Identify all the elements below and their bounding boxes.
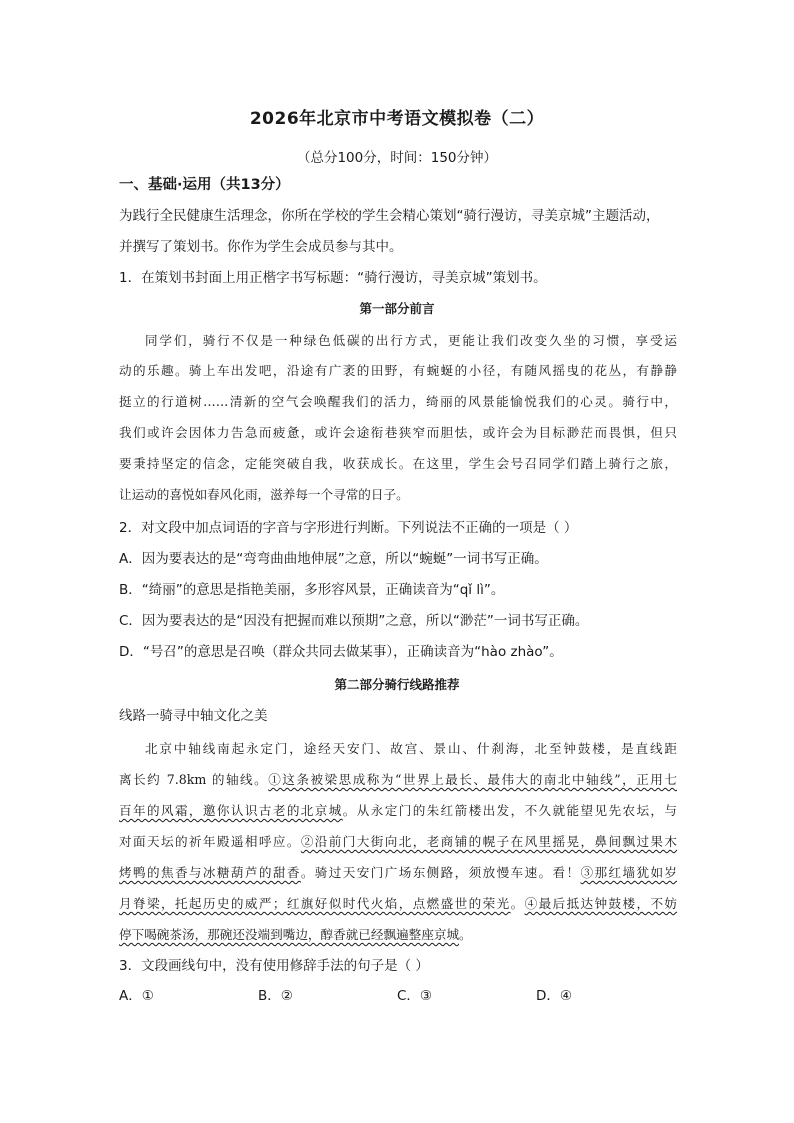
route-para-text: 。	[459, 927, 472, 942]
underlined-sentence-4-cont: 停下喝碗茶汤，那碗还没端到嘴边，醇香就已经飘遍整座京城	[119, 927, 460, 942]
preface-line-1: 同学们，骑行不仅是一种绿色低碳的出行方式，更能让我们改变久坐的习惯，享受运	[145, 333, 677, 348]
route-para-text: 。	[510, 896, 525, 911]
question-3-option-d: D．④	[536, 988, 572, 1004]
section-heading: 一、基础·运用（共13分）	[119, 177, 290, 193]
underlined-sentence-1-cont: 百年的风霜，邀你认识古老的北京城	[119, 803, 343, 818]
route-para-text: 。从永定门的朱红箭楼出发，不久就能望见先农坛，与	[342, 803, 678, 818]
route-para-text: 对面天坛的祈年殿遥相呼应。	[119, 834, 301, 849]
question-2-option-b: B．“绮丽”的意思是指艳美丽，多形容风景，正确读音为“qǐ lì”。	[119, 582, 505, 598]
exam-title: 2026年北京市中考语文模拟卷（二）	[249, 109, 545, 129]
question-1: 1．在策划书封面上用正楷字书写标题：“骑行漫访，寻美京城”策划书。	[119, 270, 547, 286]
underlined-sentence-3: ③那红墙犹如岁	[580, 865, 678, 880]
question-3-stem: 3．文段画线句中，没有使用修辞手法的句子是（ ）	[119, 958, 429, 974]
preface-line-3: 挺立的行道树……清新的空气会唤醒我们的活力，绮丽的风景能愉悦我们的心灵。骑行中，	[119, 394, 677, 409]
part1-heading: 第一部分前言	[359, 301, 435, 316]
intro-line-2: 并撰写了策划书。你作为学生会成员参与其中。	[119, 239, 403, 255]
preface-line-5: 要秉持坚定的信念，定能突破自我，收获成长。在这里，学生会号召同学们踏上骑行之旅，	[119, 456, 677, 471]
route-para-line-5	[119, 858, 677, 889]
underlined-sentence-4: ④最后抵达钟鼓楼，不妨	[524, 896, 678, 911]
underlined-sentence-3-cont: 月脊梁，托起历史的威严；红旗好似时代火焰，点燃盛世的荣光	[119, 896, 511, 911]
route-para-line-6	[119, 889, 677, 920]
question-2-stem: 2．对文段中加点词语的字音与字形进行判断。下列说法不正确的一项是（ ）	[119, 520, 578, 536]
route-para-line-4	[119, 827, 677, 858]
question-3-option-a: A．①	[119, 988, 154, 1004]
underlined-sentence-2-cont: 烤鸭的焦香与冰糖葫芦的甜香	[119, 865, 301, 880]
route-para-line-2	[119, 765, 677, 796]
route-para-line-7	[119, 920, 677, 951]
question-2-option-a: A．因为要表达的是“弯弯曲曲地伸展”之意，所以“蜿蜒”一词书写正确。	[119, 551, 548, 567]
preface-line-4: 我们或许会因体力告急而疲惫，或许会途衔巷狭窄而胆怯，或许会为目标渺茫而畏惧，但只	[119, 425, 677, 440]
question-2-option-d: D．“号召”的意思是召唤（群众共同去做某事），正确读音为“hào zhào”。	[119, 644, 563, 660]
intro-line-1: 为践行全民健康生活理念，你所在学校的学生会精心策划“骑行漫访，寻美京城”主题活动，	[119, 208, 660, 224]
exam-subtitle: （总分100分，时间：150分钟）	[296, 150, 498, 166]
part2-heading: 第二部分骑行线路推荐	[334, 677, 460, 692]
underlined-sentence-1: ①这条被梁思成称为“世界上最长、最伟大的南北中轴线”，正用七	[268, 772, 677, 787]
underlined-sentence-2: ②沿前门大街向北，老商铺的幌子在风里摇晃，鼻间飘过果木	[300, 834, 678, 849]
question-3-option-b: B．②	[258, 988, 293, 1004]
question-2-option-c: C．因为要表达的是“因没有把握而难以预期”之意，所以“渺茫”一词书写正确。	[119, 613, 589, 629]
question-3-option-c: C．③	[397, 988, 433, 1004]
route-para-text: 离长约 7.8km 的轴线。	[119, 772, 269, 787]
route-title: 线路一骑寻中轴文化之美	[119, 708, 268, 724]
preface-line-6: 让运动的喜悦如春风化雨，滋养每一个寻常的日子。	[119, 487, 409, 502]
preface-line-2: 动的乐趣。骑上车出发吧，沿途有广袤的田野，有蜿蜒的小径，有随风摇曳的花丛，有静静	[119, 363, 677, 378]
route-para-line-3	[119, 796, 677, 827]
route-para-line-1: 北京中轴线南起永定门，途经天安门、故宫、景山、什刹海，北至钟鼓楼，是直线距	[145, 741, 677, 756]
route-para-text: 。骑过天安门广场东侧路，须放慢车速。看！	[300, 865, 581, 880]
